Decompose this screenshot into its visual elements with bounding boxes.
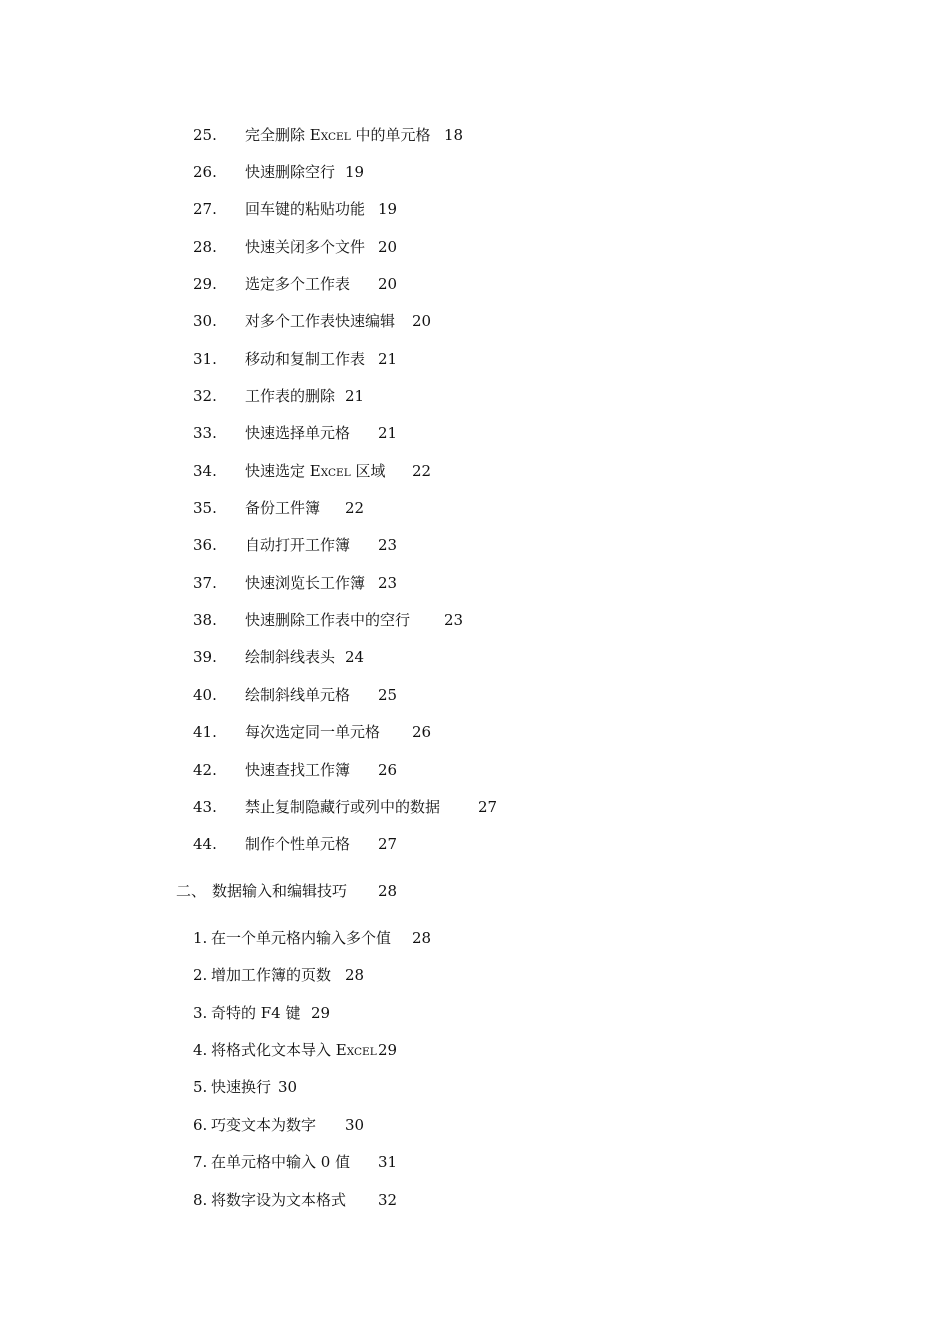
entry-title: [245, 162, 335, 182]
entry-number: 34.: [193, 462, 217, 480]
section-title: 数据输入和编辑技巧: [212, 882, 348, 900]
entry-title-smallcaps: XCEL: [346, 1046, 377, 1058]
entry-page-number: 26: [378, 761, 398, 779]
entry-title-text: 快速删除空行: [245, 163, 336, 181]
entry-page-number: 32: [378, 1191, 398, 1209]
entry-number: 1.: [193, 929, 208, 947]
entry-page-number: 30: [345, 1116, 365, 1134]
entry-number: 36.: [193, 536, 217, 554]
entry-title-text: 每次选定同一单元格: [245, 723, 381, 741]
entry-title-text: 绘制斜线表头: [245, 648, 336, 666]
entry-page-number: 23: [378, 536, 398, 554]
entry-number: 6.: [193, 1116, 208, 1134]
entry-page-number: 23: [378, 574, 398, 592]
entry-page-number: 21: [378, 350, 398, 368]
entry-title: [211, 1040, 377, 1062]
entry-page-number: 18: [444, 126, 464, 144]
entry-page-number: 19: [345, 163, 365, 181]
entry-title: [245, 274, 350, 294]
entry-title: [245, 573, 365, 593]
entry-title: [245, 386, 335, 406]
entry-title: [245, 311, 395, 331]
entry-page-number: 29: [378, 1041, 398, 1059]
entry-page-number: 29: [311, 1004, 331, 1022]
entry-number: 30.: [193, 312, 217, 330]
entry-title-text: 移动和复制工作表: [245, 350, 366, 368]
entry-number: 44.: [193, 835, 217, 853]
entry-number: 32.: [193, 387, 217, 405]
entry-title: [211, 1003, 301, 1023]
entry-page-number: 20: [412, 312, 432, 330]
entry-page-number: 26: [412, 723, 432, 741]
entry-title-text: 快速选择单元格: [245, 424, 351, 442]
entry-page-number: 28: [412, 929, 432, 947]
entry-title-text: 快速浏览长工作簿: [245, 574, 366, 592]
entry-title-text: 制作个性单元格: [245, 835, 351, 853]
entry-title: [245, 722, 380, 742]
entry-number: 38.: [193, 611, 217, 629]
entry-title: [245, 199, 365, 219]
entry-title-text: 增加工作簿的页数: [211, 966, 332, 984]
entry-title: [245, 423, 350, 443]
entry-title-text: 快速查找工作簿: [245, 761, 351, 779]
entry-title: [211, 1190, 346, 1210]
entry-title: [211, 1152, 350, 1172]
entry-page-number: 22: [412, 462, 432, 480]
entry-number: 28.: [193, 238, 217, 256]
entry-page-number: 20: [378, 238, 398, 256]
entry-title: [245, 760, 350, 780]
entry-page-number: 30: [278, 1078, 298, 1096]
entry-title-text: 回车键的粘贴功能: [245, 200, 366, 218]
entry-page-number: 23: [444, 611, 464, 629]
entry-number: 31.: [193, 350, 217, 368]
entry-number: 33.: [193, 424, 217, 442]
entry-title: [245, 610, 410, 630]
entry-title-text: 完全删除 E: [245, 126, 321, 144]
entry-title-text: 禁止复制隐藏行或列中的数据: [245, 798, 441, 816]
entry-page-number: 27: [378, 835, 398, 853]
section-page-number: 28: [378, 882, 398, 900]
entry-title: [245, 237, 365, 257]
entry-title-text-tail: 区域: [350, 462, 386, 480]
entry-number: 25.: [193, 126, 217, 144]
entry-title: [245, 461, 385, 483]
entry-title: [245, 535, 350, 555]
entry-page-number: 24: [345, 648, 365, 666]
entry-title: [245, 125, 430, 147]
entry-number: 27.: [193, 200, 217, 218]
entry-page-number: 21: [345, 387, 365, 405]
entry-page-number: 25: [378, 686, 398, 704]
entry-number: 29.: [193, 275, 217, 293]
entry-title-text: 奇特的 F4 键: [211, 1004, 301, 1022]
entry-title-text: 在一个单元格内输入多个值: [211, 929, 392, 947]
entry-number: 40.: [193, 686, 217, 704]
entry-title-text: 绘制斜线单元格: [245, 686, 351, 704]
entry-number: 26.: [193, 163, 217, 181]
entry-title-smallcaps: XCEL: [320, 467, 351, 479]
entry-title-text: 工作表的删除: [245, 387, 336, 405]
entry-title-text: 快速换行: [211, 1078, 272, 1096]
entry-title: [245, 834, 350, 854]
entry-title: [211, 965, 331, 985]
entry-title: [245, 685, 350, 705]
entry-page-number: 19: [378, 200, 398, 218]
entry-title-text: 选定多个工作表: [245, 275, 351, 293]
entry-title: [211, 928, 391, 948]
entry-title-text: 快速删除工作表中的空行: [245, 611, 411, 629]
entry-page-number: 20: [378, 275, 398, 293]
entry-number: 3.: [193, 1004, 208, 1022]
entry-title-text: 对多个工作表快速编辑: [245, 312, 396, 330]
entry-number: 2.: [193, 966, 208, 984]
entry-page-number: 21: [378, 424, 398, 442]
entry-title-text: 将格式化文本导入 E: [211, 1041, 347, 1059]
entry-number: 41.: [193, 723, 217, 741]
entry-page-number: 27: [478, 798, 498, 816]
section-number: 二、: [176, 882, 207, 900]
entry-title-text: 快速关闭多个文件: [245, 238, 366, 256]
entry-title: [245, 349, 365, 369]
entry-number: 7.: [193, 1153, 208, 1171]
entry-title: [211, 1077, 271, 1097]
entry-number: 4.: [193, 1041, 208, 1059]
entry-title-smallcaps: XCEL: [320, 131, 351, 143]
entry-title: [245, 498, 320, 518]
entry-title-text: 自动打开工作簿: [245, 536, 351, 554]
entry-page-number: 28: [345, 966, 365, 984]
entry-number: 8.: [193, 1191, 208, 1209]
entry-title-text: 快速选定 E: [245, 462, 321, 480]
entry-title-text: 备份工件簿: [245, 499, 321, 517]
entry-page-number: 22: [345, 499, 365, 517]
entry-number: 43.: [193, 798, 217, 816]
entry-title-text: 在单元格中输入 0 值: [211, 1153, 351, 1171]
entry-page-number: 31: [378, 1153, 398, 1171]
entry-title-text: 将数字设为文本格式: [211, 1191, 347, 1209]
entry-number: 37.: [193, 574, 217, 592]
entry-title-text: 巧变文本为数字: [211, 1116, 317, 1134]
entry-title: [211, 1115, 316, 1135]
entry-number: 42.: [193, 761, 217, 779]
entry-number: 35.: [193, 499, 217, 517]
entry-title: [245, 647, 335, 667]
entry-title: [245, 797, 440, 817]
entry-number: 5.: [193, 1078, 208, 1096]
entry-title-text-tail: 中的单元格: [350, 126, 431, 144]
entry-number: 39.: [193, 648, 217, 666]
